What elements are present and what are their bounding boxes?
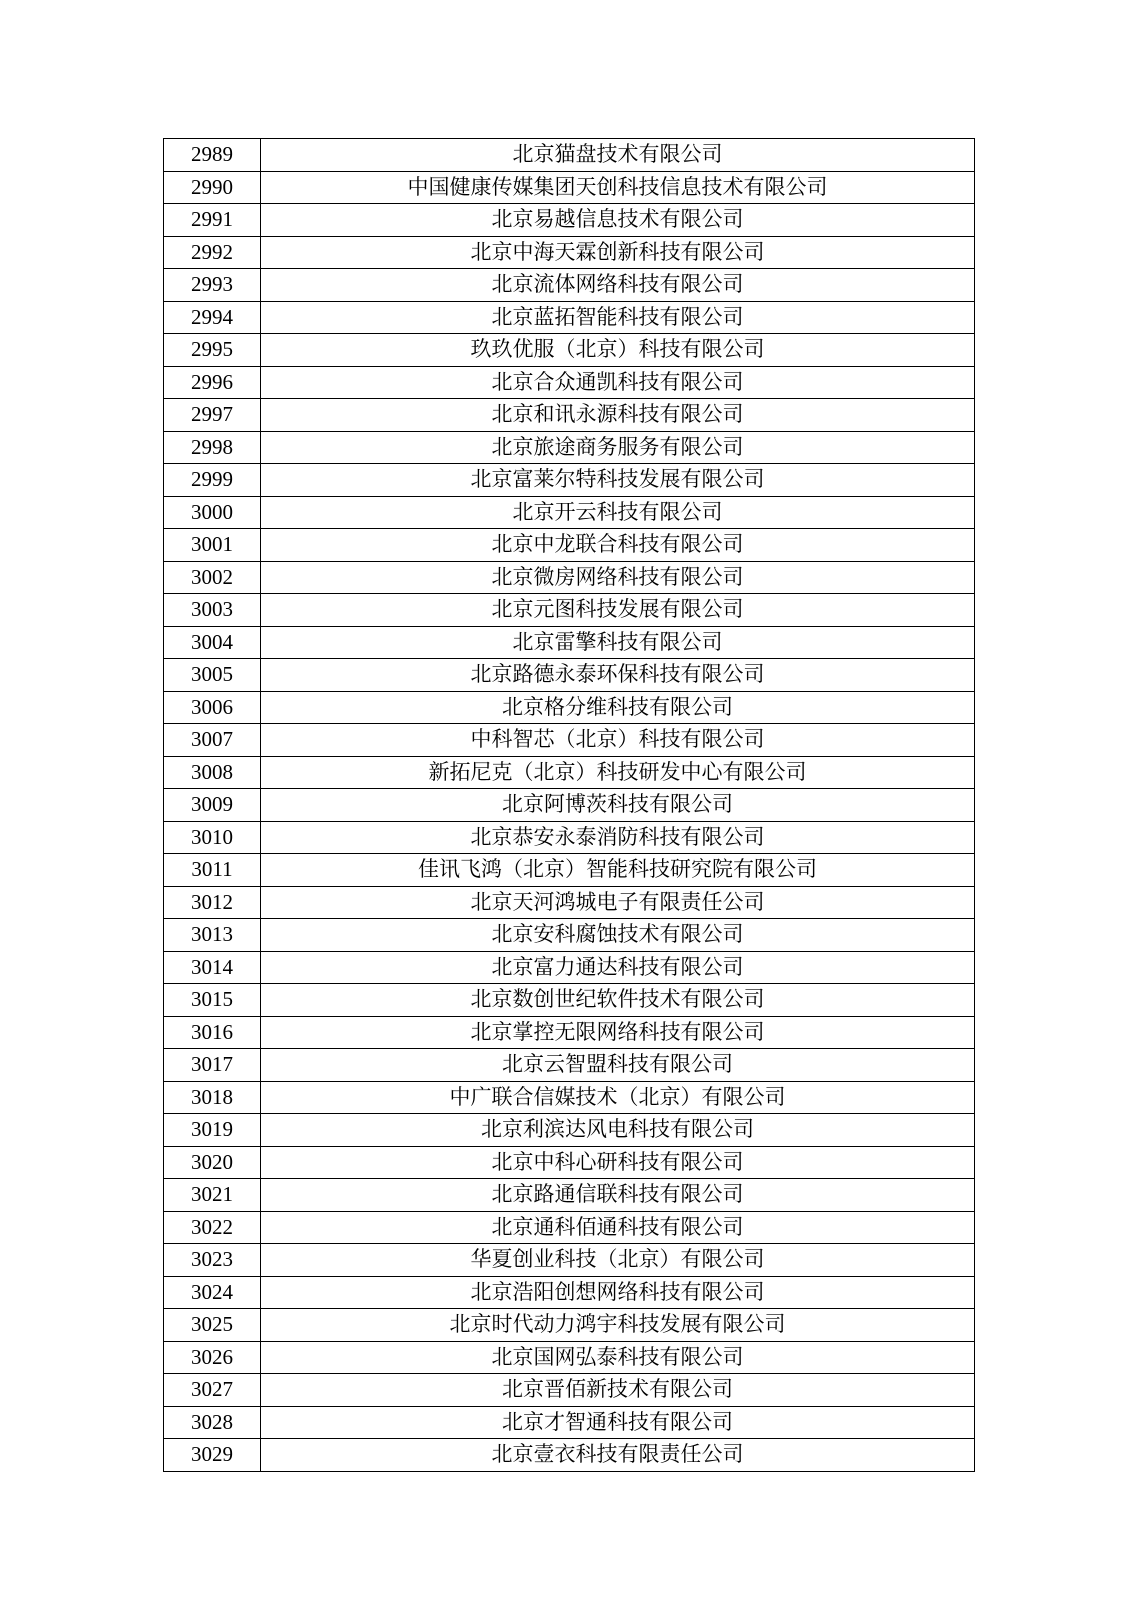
company-list-table [163,138,975,1472]
row-number: 3022 [164,1211,261,1244]
table-row [164,756,975,789]
row-number: 3009 [164,789,261,822]
company-name: 北京通科佰通科技有限公司 [261,1211,975,1244]
table-row [164,496,975,529]
row-number: 3004 [164,626,261,659]
company-name: 北京安科腐蚀技术有限公司 [261,919,975,952]
row-number: 2990 [164,171,261,204]
table-row [164,269,975,302]
table-row [164,1179,975,1212]
table-row [164,951,975,984]
row-number: 2993 [164,269,261,302]
company-name: 北京浩阳创想网络科技有限公司 [261,1276,975,1309]
company-name: 北京国网弘泰科技有限公司 [261,1341,975,1374]
row-number: 3024 [164,1276,261,1309]
row-number: 3015 [164,984,261,1017]
table-row [164,1406,975,1439]
table-row [164,529,975,562]
table-row [164,984,975,1017]
document-page [163,138,973,1472]
table-row [164,399,975,432]
row-number: 2992 [164,236,261,269]
table-row [164,334,975,367]
table-row [164,626,975,659]
table-row [164,301,975,334]
row-number: 2999 [164,464,261,497]
company-name: 北京恭安永泰消防科技有限公司 [261,821,975,854]
company-name: 北京格分维科技有限公司 [261,691,975,724]
table-row [164,1309,975,1342]
table-row [164,886,975,919]
row-number: 3000 [164,496,261,529]
table-row [164,464,975,497]
row-number: 3014 [164,951,261,984]
table-row [164,1439,975,1472]
company-name: 北京路德永泰环保科技有限公司 [261,659,975,692]
company-name: 北京才智通科技有限公司 [261,1406,975,1439]
company-name: 北京微房网络科技有限公司 [261,561,975,594]
row-number: 2989 [164,139,261,172]
company-name: 北京猫盘技术有限公司 [261,139,975,172]
row-number: 3011 [164,854,261,887]
company-name: 北京开云科技有限公司 [261,496,975,529]
company-name: 北京合众通凯科技有限公司 [261,366,975,399]
table-row [164,919,975,952]
row-number: 3026 [164,1341,261,1374]
row-number: 3002 [164,561,261,594]
table-row [164,1244,975,1277]
company-name: 中科智芯（北京）科技有限公司 [261,724,975,757]
table-row [164,789,975,822]
row-number: 3021 [164,1179,261,1212]
table-row [164,1276,975,1309]
table-row [164,139,975,172]
table-row [164,171,975,204]
table-body [164,139,975,1472]
table-row [164,1211,975,1244]
table-row [164,1049,975,1082]
table-row [164,659,975,692]
row-number: 3012 [164,886,261,919]
table-row [164,1114,975,1147]
company-name: 北京元图科技发展有限公司 [261,594,975,627]
row-number: 3003 [164,594,261,627]
row-number: 3020 [164,1146,261,1179]
row-number: 2996 [164,366,261,399]
company-name: 玖玖优服（北京）科技有限公司 [261,334,975,367]
row-number: 3007 [164,724,261,757]
row-number: 3016 [164,1016,261,1049]
company-name: 华夏创业科技（北京）有限公司 [261,1244,975,1277]
company-name: 中广联合信媒技术（北京）有限公司 [261,1081,975,1114]
row-number: 3005 [164,659,261,692]
company-name: 北京中海天霖创新科技有限公司 [261,236,975,269]
table-row [164,561,975,594]
company-name: 新拓尼克（北京）科技研发中心有限公司 [261,756,975,789]
company-name: 北京中龙联合科技有限公司 [261,529,975,562]
row-number: 3010 [164,821,261,854]
row-number: 2998 [164,431,261,464]
row-number: 2994 [164,301,261,334]
row-number: 3028 [164,1406,261,1439]
company-name: 北京掌控无限网络科技有限公司 [261,1016,975,1049]
table-row [164,1341,975,1374]
table-row [164,1081,975,1114]
company-name: 北京云智盟科技有限公司 [261,1049,975,1082]
row-number: 3023 [164,1244,261,1277]
table-row [164,691,975,724]
row-number: 2997 [164,399,261,432]
company-name: 北京和讯永源科技有限公司 [261,399,975,432]
table-row [164,431,975,464]
company-name: 北京雷擎科技有限公司 [261,626,975,659]
row-number: 3018 [164,1081,261,1114]
company-name: 北京富力通达科技有限公司 [261,951,975,984]
company-name: 北京中科心研科技有限公司 [261,1146,975,1179]
row-number: 3029 [164,1439,261,1472]
company-name: 佳讯飞鸿（北京）智能科技研究院有限公司 [261,854,975,887]
company-name: 北京时代动力鸿宇科技发展有限公司 [261,1309,975,1342]
row-number: 3019 [164,1114,261,1147]
row-number: 2991 [164,204,261,237]
table-row [164,1146,975,1179]
company-name: 北京阿博茨科技有限公司 [261,789,975,822]
row-number: 3027 [164,1374,261,1407]
table-row [164,366,975,399]
row-number: 3008 [164,756,261,789]
company-name: 北京利滨达风电科技有限公司 [261,1114,975,1147]
table-row [164,854,975,887]
company-name: 北京旅途商务服务有限公司 [261,431,975,464]
company-name: 北京易越信息技术有限公司 [261,204,975,237]
company-name: 北京蓝拓智能科技有限公司 [261,301,975,334]
company-name: 北京晋佰新技术有限公司 [261,1374,975,1407]
company-name: 北京壹衣科技有限责任公司 [261,1439,975,1472]
row-number: 3013 [164,919,261,952]
company-name: 北京流体网络科技有限公司 [261,269,975,302]
row-number: 3017 [164,1049,261,1082]
company-name: 中国健康传媒集团天创科技信息技术有限公司 [261,171,975,204]
row-number: 3001 [164,529,261,562]
table-row [164,236,975,269]
row-number: 3006 [164,691,261,724]
table-row [164,594,975,627]
table-row [164,821,975,854]
row-number: 2995 [164,334,261,367]
table-row [164,724,975,757]
company-name: 北京天河鸿城电子有限责任公司 [261,886,975,919]
row-number: 3025 [164,1309,261,1342]
company-name: 北京富莱尔特科技发展有限公司 [261,464,975,497]
company-name: 北京数创世纪软件技术有限公司 [261,984,975,1017]
company-name: 北京路通信联科技有限公司 [261,1179,975,1212]
table-row [164,1374,975,1407]
table-row [164,1016,975,1049]
table-row [164,204,975,237]
